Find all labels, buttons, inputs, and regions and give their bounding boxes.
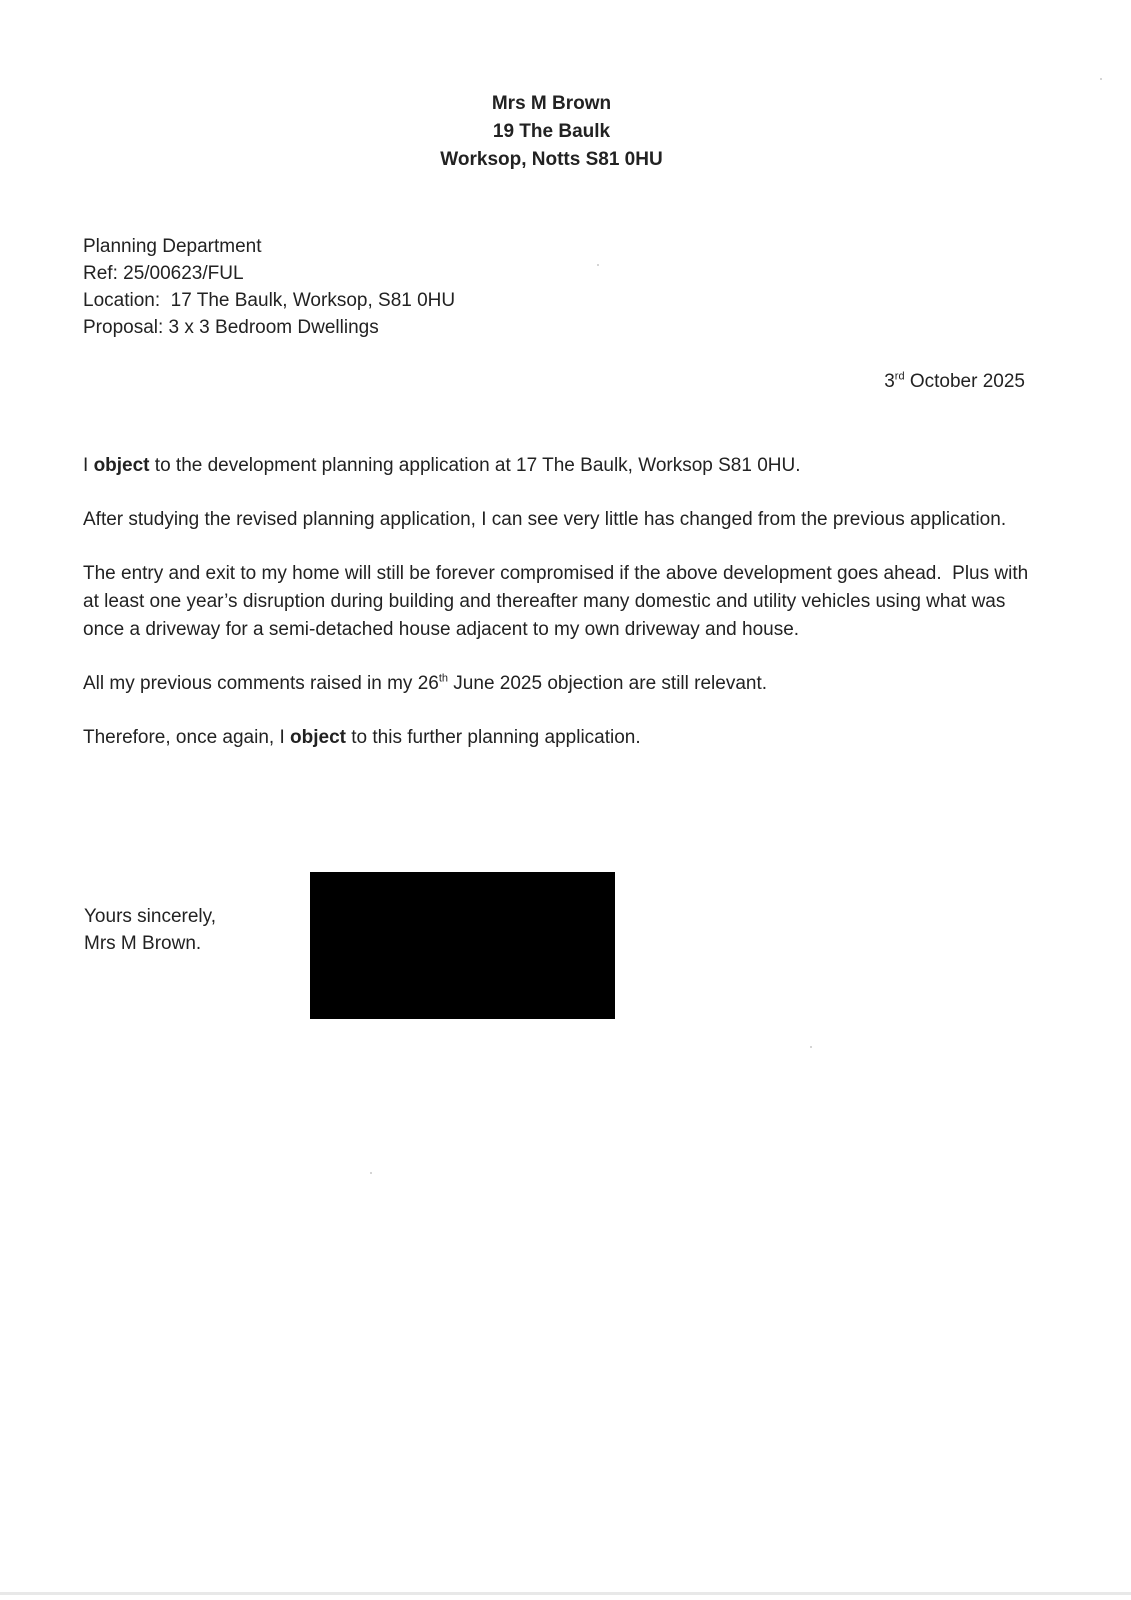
scan-speck [370, 1172, 372, 1174]
p5-bold-object: object [290, 727, 346, 748]
date-suffix: rd [894, 370, 905, 383]
scan-speck [1100, 78, 1102, 80]
recipient-block [83, 233, 455, 341]
closing-name: Mrs M Brown. [84, 933, 202, 954]
recipient-location: Location: 17 The Baulk, Worksop, S81 0HU [83, 290, 456, 311]
p4-text-start: All my previous comments raised in my 26 [83, 673, 439, 694]
sender-name: Mrs M Brown [491, 93, 612, 114]
scan-speck [810, 1046, 812, 1048]
scan-bottom-edge [0, 1592, 1131, 1595]
paragraph-entry-exit: The entry and exit to my home will still be forever compromised if the above development goes ahead. Plus with at least one year’s disruption during building and thereafter many domestic and utility vehicles using what was once a driveway for a semi-detached house adjacent to my own driveway and house. [83, 563, 1034, 640]
p1-text-start: I [83, 455, 94, 476]
paragraph-revised-application: After studying the revised planning application, I can see very little has changed from the previous application. [83, 509, 1007, 530]
date-month-year: October 2025 [904, 371, 1025, 392]
scan-speck [597, 264, 599, 266]
closing-salutation: Yours sincerely, [84, 906, 217, 927]
p1-bold-object: object [93, 455, 150, 476]
recipient-ref: Ref: 25/00623/FUL [83, 263, 244, 284]
redacted-signature [310, 872, 615, 1019]
date-day: 3 [884, 371, 895, 392]
p1-text-end: to the development planning application at 17 The Baulk, Worksop S81 0HU. [149, 455, 801, 476]
p4-superscript: th [438, 672, 449, 685]
sender-town: Worksop, Notts S81 0HU [440, 149, 663, 170]
closing-block [84, 903, 216, 957]
paragraph-final-objection [83, 724, 1033, 752]
paragraph-previous-comments [83, 670, 1033, 698]
paragraph-objection [83, 452, 1033, 480]
sender-address [0, 90, 1131, 174]
letter-body [83, 452, 1033, 778]
recipient-department: Planning Department [83, 236, 262, 257]
p5-text-end: to this further planning application. [345, 727, 641, 748]
p5-text-start: Therefore, once again, I [83, 727, 291, 748]
sender-street: 19 The Baulk [492, 121, 611, 142]
p4-text-end: June 2025 objection are still relevant. [448, 673, 768, 694]
recipient-proposal: Proposal: 3 x 3 Bedroom Dwellings [83, 317, 379, 338]
letter-date [884, 368, 1025, 395]
